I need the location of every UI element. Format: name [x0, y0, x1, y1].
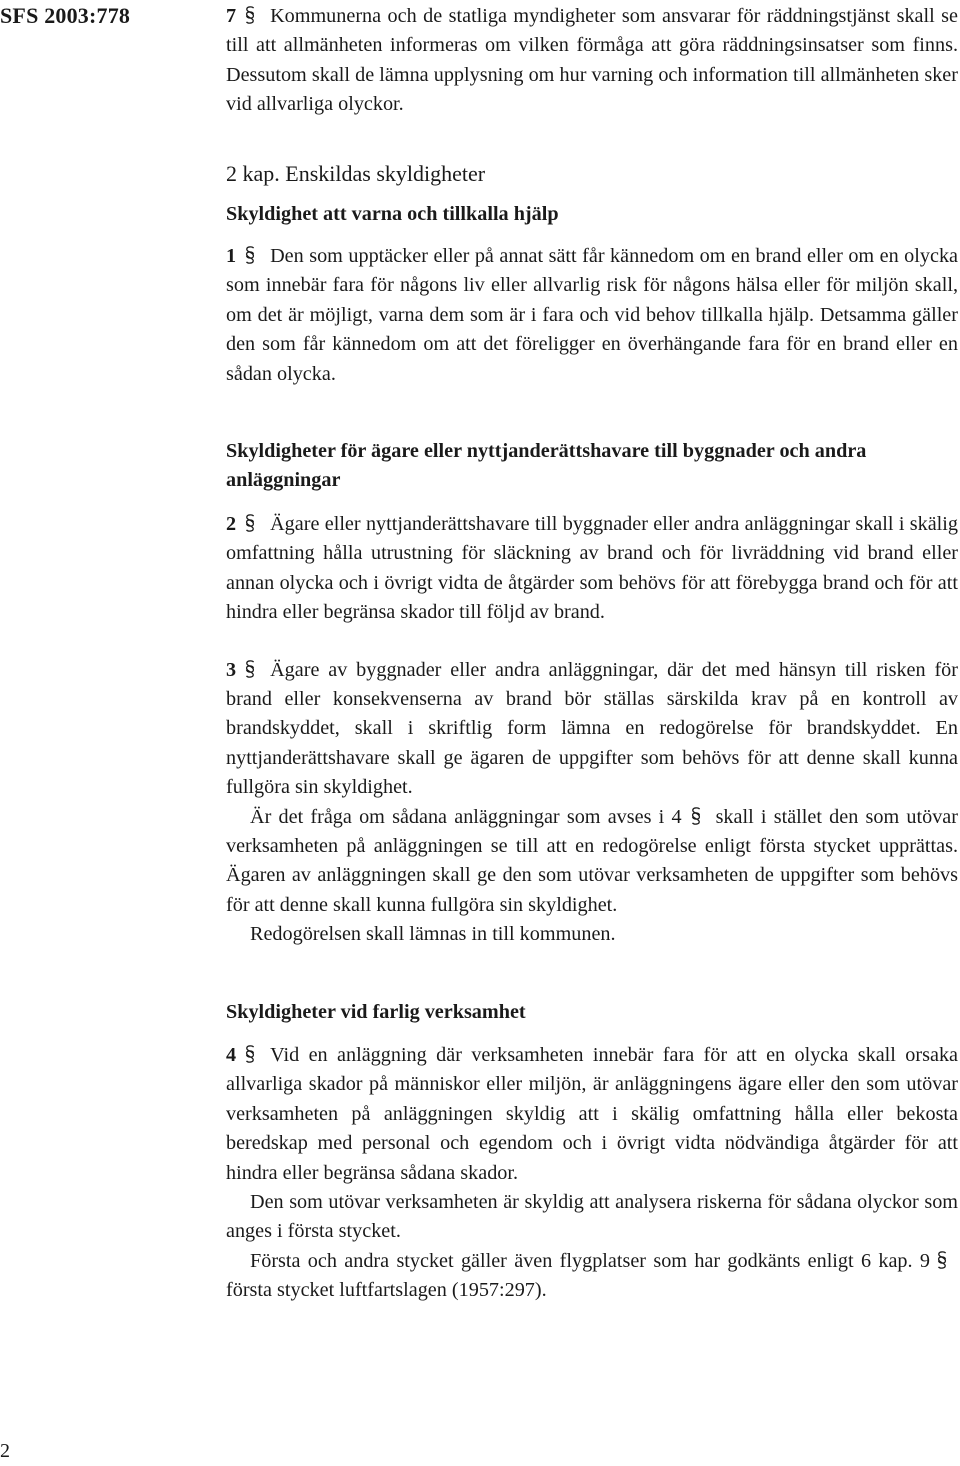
paragraph-text: första stycket luftfartslagen (1957:297).	[226, 1279, 547, 1302]
section-text: Vid en anläggning där verksamheten innebär fara för att en olycka skall orsaka allvarliga skador på människor eller miljön, är anläggningens ägare eller den som utövar verksamheten på anläggningen skyldig att i skälig omfattning hålla eller bekosta beredskap med personal och egendom och i övrigt vidta nödvändiga åtgärder för att hindra eller begränsa sådana skador.	[226, 1043, 958, 1184]
section-4	[226, 1041, 958, 1188]
section-text: Den som upptäcker eller på annat sätt får kännedom om en brand eller om en olycka som innebär fara för någons liv eller allvarlig risk för någons hälsa eller för miljön skall, om det är möjligt, varna dem som är i fara och vid behov tillkalla hjälp. Detsamma gäller den som får kännedom om att det föreligger en överhängande fara för en brand eller en sådan olycka.	[226, 245, 958, 385]
section-number: 2	[226, 512, 237, 535]
sfs-number: SFS 2003:778	[0, 3, 131, 28]
section-sign-icon	[690, 806, 702, 826]
section-number: 1	[226, 245, 237, 268]
section-4-paragraph-2: Den som utövar verksamheten är skyldig att analysera riskerna för sådana olyckor som anges i första stycket.	[226, 1191, 958, 1243]
paragraph-text: Första och andra stycket gäller även flygplatser som har godkänts enligt 6 kap. 9	[250, 1249, 930, 1272]
section-3-paragraph-2	[226, 803, 958, 921]
section-sign-icon	[244, 245, 256, 265]
subheading-warn-call-help: Skyldighet att varna och tillkalla hjälp	[226, 202, 559, 225]
section-4-paragraph-3	[226, 1247, 958, 1306]
subheading-owner-duties: Skyldigheter för ägare eller nyttjanderättshavare till byggnader och andra anläggningar	[226, 440, 867, 492]
section-7	[226, 2, 958, 120]
section-number: 7	[226, 5, 237, 27]
section-3	[226, 656, 958, 803]
section-sign-icon	[936, 1250, 948, 1270]
section-1	[226, 242, 958, 389]
document-body	[226, 0, 958, 1306]
section-sign-icon	[244, 1044, 256, 1064]
section-number: 4	[226, 1043, 237, 1066]
section-number: 3	[226, 658, 237, 681]
page-number: 2	[0, 1440, 10, 1462]
section-3-paragraph-3: Redogörelsen skall lämnas in till kommunen.	[250, 923, 616, 946]
section-sign-icon	[244, 513, 256, 533]
section-text: Ägare eller nyttjanderättshavare till byggnader eller andra anläggningar skall i skälig omfattning hålla utrustning för släckning av brand och för livräddning vid brand eller annan olycka och i övrigt vidta de åtgärder som behövs för att förebygga brand och för att hindra eller begränsa skador till följd av brand.	[226, 512, 958, 624]
section-text: Ägare av byggnader eller andra anläggningar, där det med hänsyn till risken för brand eller konsekvenserna av brand bör ställas särskilda krav på en kontroll av brandskyddet, skall i skriftlig form lämna en redogörelse för brandskyddet. En nyttjanderättshavare skall ge ägaren de uppgifter som behövs för att denne skall kunna fullgöra sin skyldighet.	[226, 658, 958, 799]
chapter-number: 2 kap.	[226, 160, 280, 186]
chapter-title: Enskildas skyldigheter	[285, 160, 486, 186]
section-2	[226, 510, 958, 628]
section-text: Kommunerna och de statliga myndigheter som ansvarar för räddningstjänst skall se till att allmänheten informeras om vilken förmåga att göra räddningsinsatser som finns. Dessutom skall de lämna upplysning om hur varning och information till allmänheten sker vid allvarliga olyckor.	[226, 5, 958, 116]
section-sign-icon	[244, 5, 256, 25]
section-sign-icon	[244, 659, 256, 679]
chapter-heading	[226, 159, 958, 189]
subheading-hazardous-operations: Skyldigheter vid farlig verksamhet	[226, 1000, 526, 1023]
paragraph-text: Är det fråga om sådana anläggningar som avses i 4	[250, 805, 682, 828]
paragraph-text: skall i stället den som utövar verksamheten på anläggningen se till att en redogörelse enligt första stycket upprättas. Ägaren av anläggningen skall ge den som utövar verksamheten de uppgifter som behövs för att denne skall kunna fullgöra sin skyldighet.	[226, 805, 958, 916]
